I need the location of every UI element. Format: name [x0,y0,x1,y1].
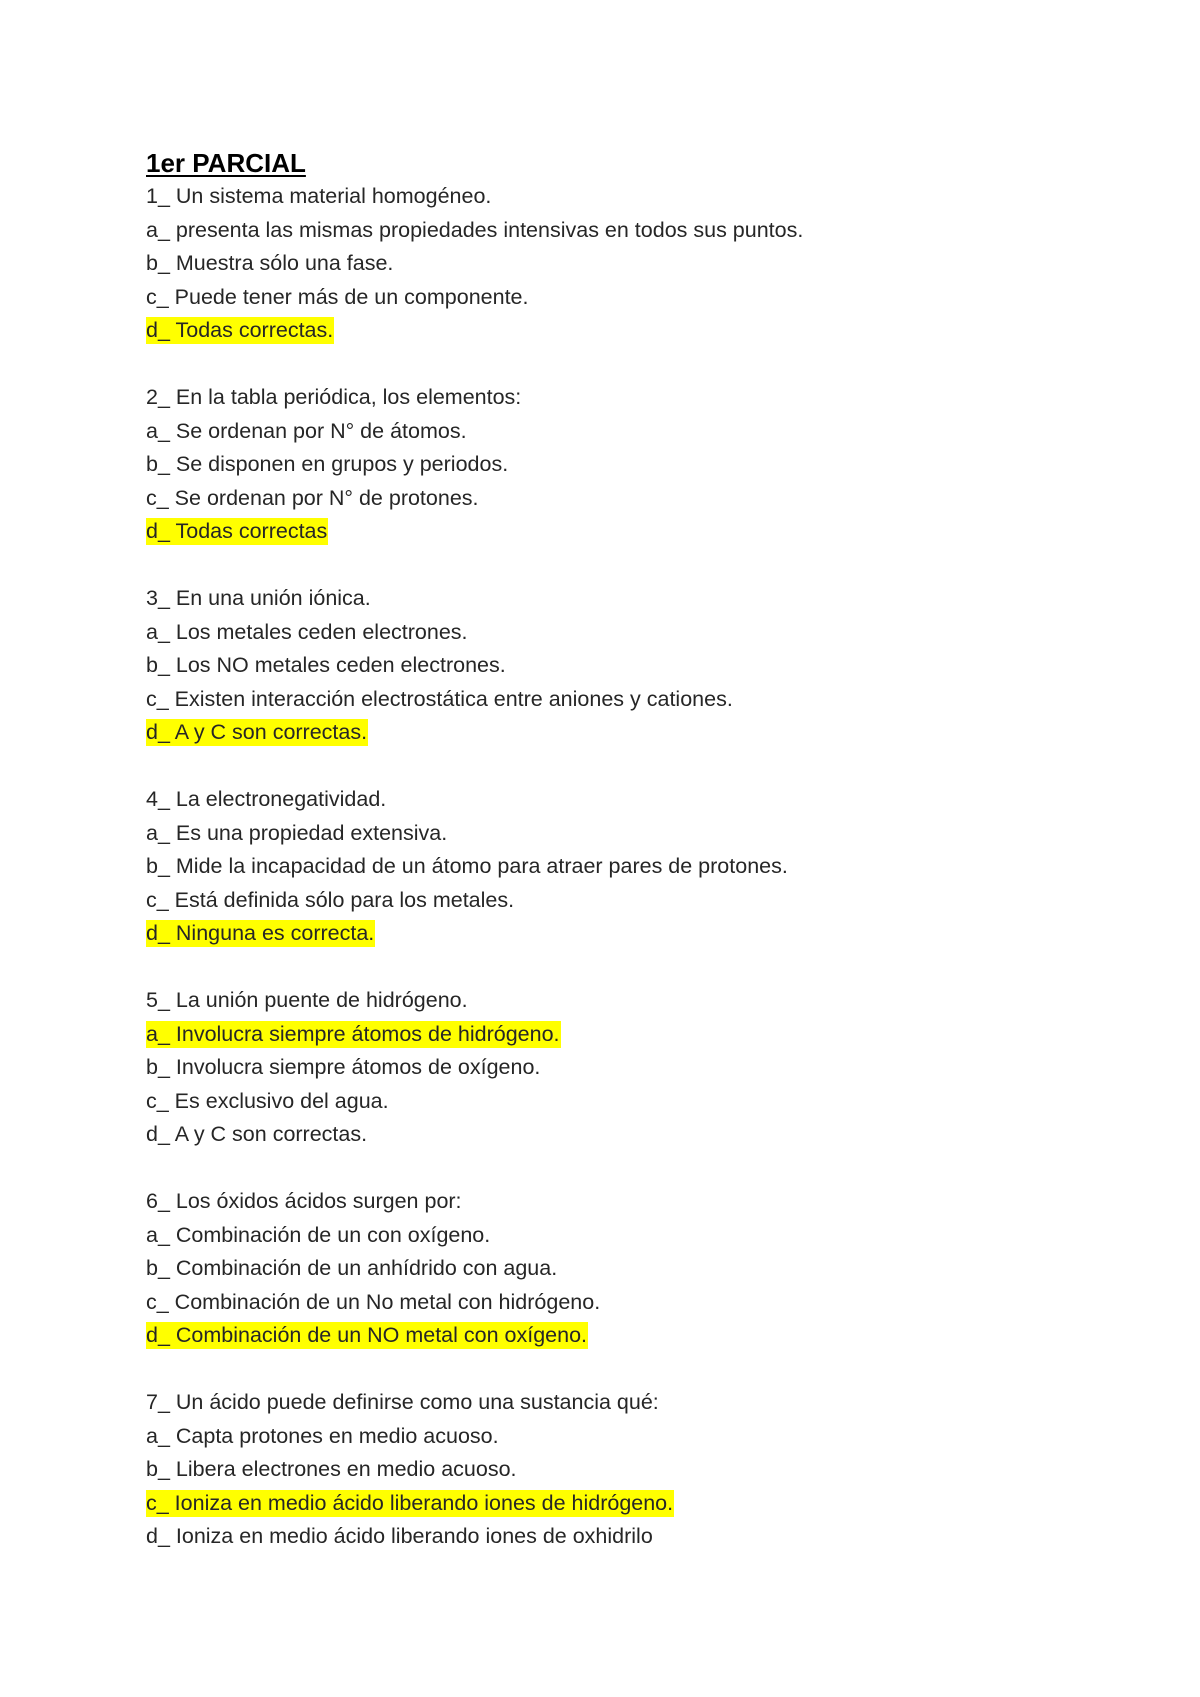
answer-option-correct [146,515,1146,549]
answer-option [146,649,1146,683]
question-3 [146,582,1146,750]
question-text: 3_ En una unión iónica. [146,586,371,610]
answer-option-text: b_ Involucra siempre átomos de oxígeno. [146,1055,541,1079]
answer-option [146,850,1146,884]
answer-option [146,616,1146,650]
document-title: 1er PARCIAL [146,148,306,178]
answer-option [146,448,1146,482]
question-text: 6_ Los óxidos ácidos surgen por: [146,1189,462,1213]
answer-option-text: c_ Ioniza en medio ácido liberando iones de hidrógeno. [146,1490,674,1515]
answer-option-correct [146,1319,1146,1353]
question-5 [146,984,1146,1152]
answer-option [146,1420,1146,1454]
answer-option [146,1051,1146,1085]
answer-option-text: a_ Los metales ceden electrones. [146,619,468,644]
question-stem [146,1386,1146,1420]
answer-option [146,1453,1146,1487]
answer-option [146,1118,1146,1152]
answer-option-text: d_ Ninguna es correcta. [146,921,375,945]
question-stem [146,1185,1146,1219]
answer-option-text: b_ Muestra sólo una fase. [146,251,394,275]
answer-option-text: b_ Mide la incapacidad de un átomo para atraer pares de protones. [146,854,788,878]
question-stem [146,381,1146,415]
answer-option-text: d_ Todas correctas [146,519,328,543]
answer-option-text: c_ Está definida sólo para los metales. [146,887,515,912]
answer-option-text: a_ Se ordenan por N° de átomos. [146,418,467,443]
question-stem [146,984,1146,1018]
answer-option [146,683,1146,717]
answer-option [146,1219,1146,1253]
question-1 [146,180,1146,348]
answer-option-correct [146,314,1146,348]
answer-option-correct [146,1487,1146,1521]
answer-option-text: d_ A y C son correctas. [146,1122,368,1146]
answer-option-text: a_ Involucra siempre átomos de hidrógeno. [146,1021,560,1046]
question-stem [146,582,1146,616]
answer-option-text: b_ Los NO metales ceden electrones. [146,653,506,677]
answer-option-text: d_ Ioniza en medio ácido liberando iones de oxhidrilo [146,1524,653,1548]
answer-option-text: a_ Capta protones en medio acuoso. [146,1423,499,1448]
answer-option [146,482,1146,516]
answer-option [146,884,1146,918]
answer-option-text: c_ Combinación de un No metal con hidrógeno. [146,1289,601,1314]
answer-option-text: a_ Es una propiedad extensiva. [146,820,448,845]
answer-option [146,281,1146,315]
answer-option [146,817,1146,851]
answer-option-text: a_ Combinación de un con oxígeno. [146,1222,491,1247]
question-text: 4_ La electronegatividad. [146,787,387,811]
document-page [146,146,1146,1554]
question-text: 2_ En la tabla periódica, los elementos: [146,385,522,409]
answer-option-text: d_ A y C son correctas. [146,720,368,744]
answer-option [146,1085,1146,1119]
question-stem [146,180,1146,214]
question-list [146,180,1146,1554]
answer-option-text: c_ Se ordenan por N° de protones. [146,485,479,510]
answer-option-correct [146,716,1146,750]
answer-option-text: b_ Libera electrones en medio acuoso. [146,1457,517,1481]
answer-option-correct [146,917,1146,951]
answer-option [146,247,1146,281]
question-text: 1_ Un sistema material homogéneo. [146,184,492,208]
answer-option-text: c_ Existen interacción electrostática entre aniones y cationes. [146,686,733,711]
answer-option-text: d_ Combinación de un NO metal con oxígeno. [146,1323,588,1347]
question-7 [146,1386,1146,1554]
question-text: 7_ Un ácido puede definirse como una sustancia qué: [146,1390,659,1414]
answer-option-text: b_ Se disponen en grupos y periodos. [146,452,509,476]
question-stem [146,783,1146,817]
answer-option [146,415,1146,449]
question-text: 5_ La unión puente de hidrógeno. [146,988,468,1012]
answer-option-text: b_ Combinación de un anhídrido con agua. [146,1256,558,1280]
answer-option [146,1520,1146,1554]
answer-option-text: d_ Todas correctas. [146,318,334,342]
answer-option-text: c_ Puede tener más de un componente. [146,284,529,309]
answer-option [146,1286,1146,1320]
question-4 [146,783,1146,951]
question-6 [146,1185,1146,1353]
answer-option-text: c_ Es exclusivo del agua. [146,1088,389,1113]
answer-option-text: a_ presenta las mismas propiedades intensivas en todos sus puntos. [146,217,804,242]
answer-option-correct [146,1018,1146,1052]
answer-option [146,214,1146,248]
answer-option [146,1252,1146,1286]
question-2 [146,381,1146,549]
